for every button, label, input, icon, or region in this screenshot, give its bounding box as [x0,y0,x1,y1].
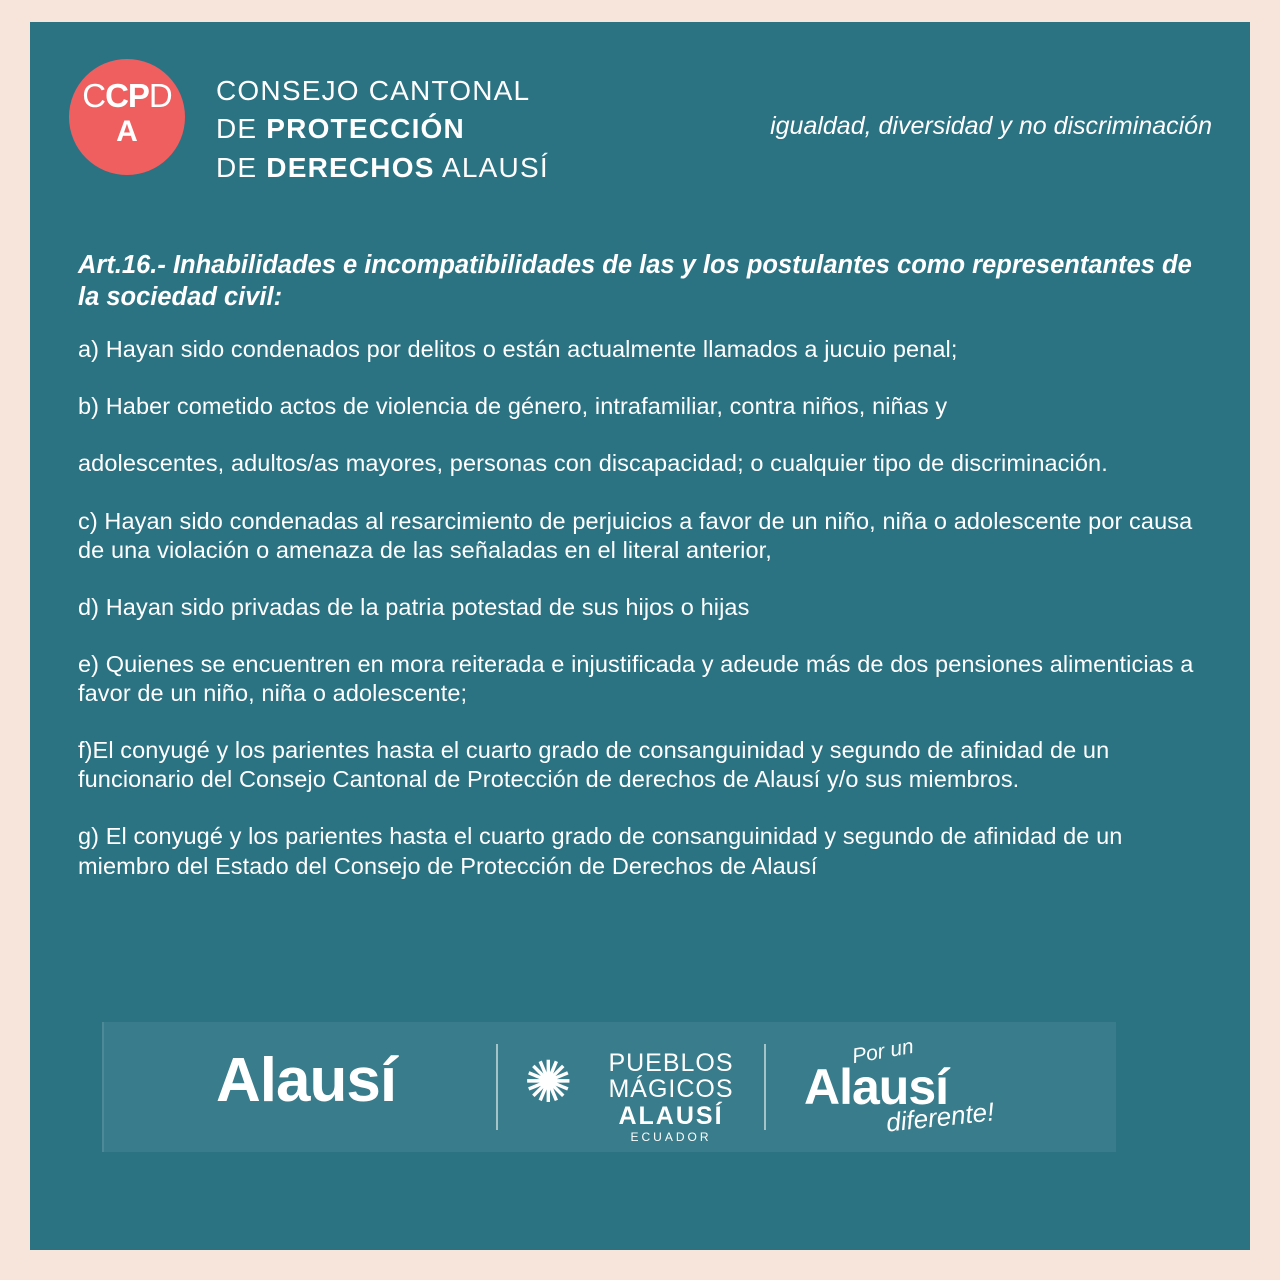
ccpd-acronym-d: D [148,77,172,114]
pueblos-line-3: ALAUSÍ [618,1101,724,1130]
org-line-2-emphasis: PROTECCIÓN [266,113,465,145]
flower-icon: ✺ [524,1050,573,1115]
pueblos-magicos-text [596,1050,746,1144]
article-content [78,250,1198,881]
ccpd-acronym-c1: C [82,77,106,114]
article-paragraph-f: f)El conyugé y los parientes hasta el cuarto grado de consanguinidad y segundo de afinidad de un funcionario del Consejo Cantonal de Protección de derechos de Alausí y/o sus miembros. [78,737,1110,793]
org-line-3-prefix: DE [216,151,267,183]
ccpd-logo [69,59,185,175]
article-paragraph-b: b) Haber cometido actos de violencia de género, intrafamiliar, contra niños, niñas y [78,393,948,420]
org-line-2 [216,110,549,148]
org-line-3-emphasis: DERECHOS [266,151,435,183]
alausi-brand-wordmark: Alausí [216,1046,397,1115]
footer-logo-bar [102,1022,1116,1152]
article-paragraph-g: g) El conyugé y los parientes hasta el cuarto grado de consanguinidad y segundo de afinidad de un miembro del Estado del Consejo de Protección de Derechos de Alausí [78,823,1123,879]
header-tagline: igualdad, diversidad y no discriminación [770,112,1212,140]
organization-name [216,72,549,187]
pueblos-line-1: PUEBLOS [608,1049,734,1077]
ccpd-acronym [69,79,185,112]
org-line-1: CONSEJO CANTONAL [216,75,531,106]
pueblos-magicos-logo [524,1048,754,1144]
org-line-3-tail: ALAUSÍ [434,151,549,183]
org-line-3 [216,149,549,187]
footer-logo-row [104,1022,1116,1152]
footer-divider-1 [496,1044,498,1130]
pueblos-line-2: MÁGICOS [608,1075,734,1104]
ccpd-acronym-cp: CP [105,77,149,114]
article-paragraph-a: a) Hayan sido condenados por delitos o están actualmente llamados a jucuio penal; [78,336,958,363]
slogan-small-text: Por un [850,1034,916,1069]
slogan-big-text: Alausí [804,1059,949,1115]
article-paragraph-c: c) Hayan sido condenadas al resarcimiento de perjuicios a favor de un niño, niña o adolescente por causa de una violación o amenaza de las señaladas en el literal anterior, [78,507,1193,563]
article-paragraph-b-cont: adolescentes, adultos/as mayores, personas con discapacidad; o cualquier tipo de discriminación. [78,450,1108,477]
org-line-2-prefix: DE [216,113,267,145]
por-un-alausi-diferente-logo [804,1034,1034,1138]
slogan-script-text: diferente! [884,1096,996,1138]
poster-canvas [30,22,1250,1250]
article-paragraph-d: d) Hayan sido privadas de la patria potestad de sus hijos o hijas [78,593,750,620]
article-paragraph-e: e) Quienes se encuentren en mora reiterada e injustificada y adeude más de dos pensiones alimenticias a favor de un niño, niña o adolescente; [78,650,1194,707]
article-title: Art.16.- Inhabilidades e incompatibilidades de las y los postulantes como representantes de la sociedad civil: [78,251,1192,311]
poster-header [30,22,1250,222]
ccpd-mark-a: A [116,115,138,148]
pueblos-line-4: ECUADOR [630,1130,712,1144]
footer-divider-2 [764,1044,766,1130]
